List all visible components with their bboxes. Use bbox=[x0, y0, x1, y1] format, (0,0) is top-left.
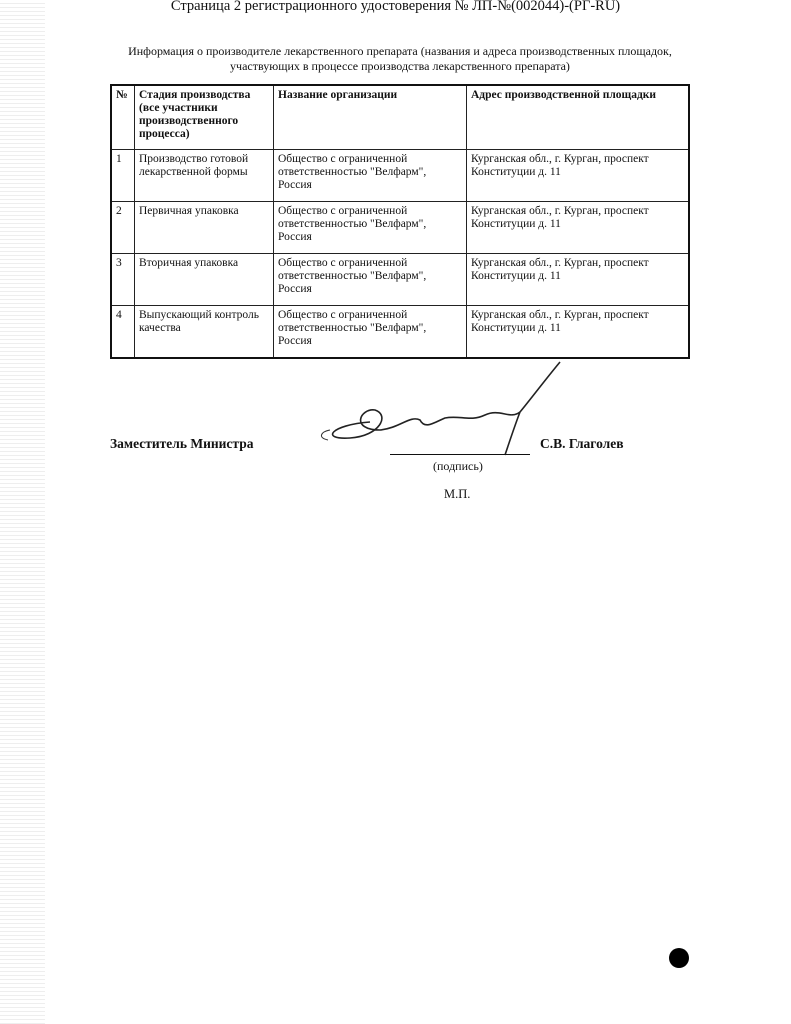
info-title: Информация о производителе лекарственного препарата (названия и адреса производственных площадок, участвующих в процессе производства лекарственного препарата) bbox=[128, 44, 672, 73]
cell: Выпускающий контроль качества bbox=[135, 306, 274, 359]
column-header: Адрес производственной площадки bbox=[467, 85, 690, 150]
column-header: Название организации bbox=[274, 85, 467, 150]
cell: 3 bbox=[111, 254, 135, 306]
scan-edge-noise bbox=[0, 0, 45, 1024]
signature-line bbox=[390, 454, 530, 455]
cell: 4 bbox=[111, 306, 135, 359]
column-header: Стадия производства (все участники производственного процесса) bbox=[135, 85, 274, 150]
signer-name: С.В. Глаголев bbox=[540, 436, 624, 451]
table-row bbox=[111, 150, 689, 202]
page-header: Страница 2 регистрационного удостоверения № ЛП-№(002044)-(РГ-RU) bbox=[170, 0, 621, 14]
cell: Курганская обл., г. Курган, проспект Конституции д. 11 bbox=[467, 254, 690, 306]
cell: Курганская обл., г. Курган, проспект Конституции д. 11 bbox=[467, 202, 690, 254]
signer-position: Заместитель Министра bbox=[110, 436, 254, 451]
table-header-row bbox=[111, 85, 689, 150]
cell: Общество с ограниченной ответственностью "Велфарм", Россия bbox=[274, 202, 467, 254]
cell: Курганская обл., г. Курган, проспект Конституции д. 11 bbox=[467, 150, 690, 202]
cell: Общество с ограниченной ответственностью "Велфарм", Россия bbox=[274, 150, 467, 202]
cell: Первичная упаковка bbox=[135, 202, 274, 254]
cell: Вторичная упаковка bbox=[135, 254, 274, 306]
table-row bbox=[111, 202, 689, 254]
manufacturer-table bbox=[110, 84, 690, 359]
table-row bbox=[111, 254, 689, 306]
cell: Производство готовой лекарственной формы bbox=[135, 150, 274, 202]
cell: 1 bbox=[111, 150, 135, 202]
cell: Общество с ограниченной ответственностью "Велфарм", Россия bbox=[274, 306, 467, 359]
table-row bbox=[111, 306, 689, 359]
signature-caption: (подпись) bbox=[433, 459, 483, 473]
cell: 2 bbox=[111, 202, 135, 254]
column-header: № bbox=[111, 85, 135, 150]
cell: Общество с ограниченной ответственностью "Велфарм", Россия bbox=[274, 254, 467, 306]
cell: Курганская обл., г. Курган, проспект Конституции д. 11 bbox=[467, 306, 690, 359]
stamp-place-label: М.П. bbox=[444, 487, 471, 501]
scan-dot-mark bbox=[669, 948, 689, 968]
